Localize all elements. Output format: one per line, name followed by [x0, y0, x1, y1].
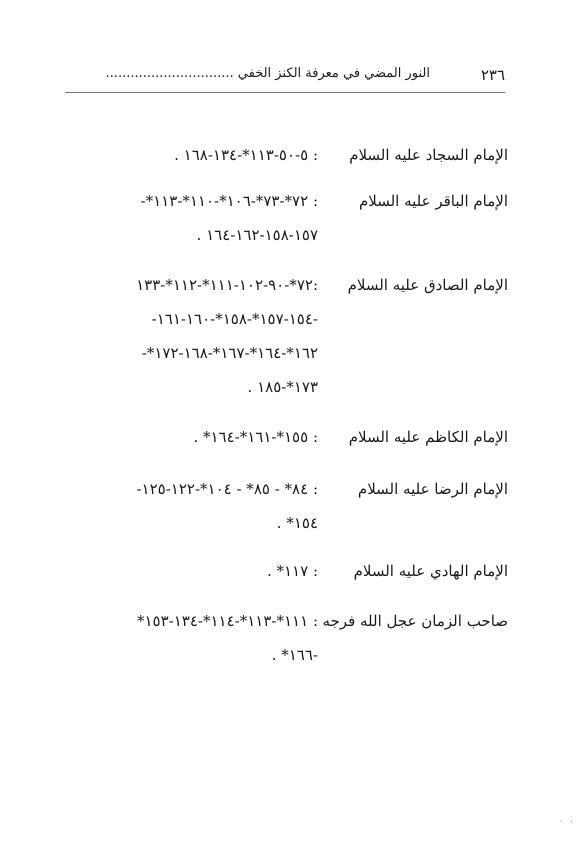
corner-mark: · ·: [559, 817, 575, 828]
entry-values: : ٧٢*-٧٣*-١٠٦*-١١٠*-١١٣*-: [140, 192, 318, 210]
page-header: [65, 66, 505, 88]
entry-sahib-al-zaman: [70, 604, 508, 672]
entry-label: الإمام الباقر عليه السلام: [358, 192, 508, 210]
entry-values: : ١٥٥*-١٦١*-١٦٤* .: [193, 428, 318, 446]
entry-values-continued: ١٧٣*-١٨٥ .: [247, 378, 318, 396]
entry-values: : ٨٤* - ٨٥* - ١٠٤*-١٢٢-١٢٥-: [136, 480, 318, 498]
entry-values: : ١١٧* .: [266, 562, 318, 580]
entry-values-continued: ١٦٢*-١٦٤*-١٦٧*-١٦٨-١٧٢*-: [141, 344, 318, 362]
entry-values: : ٥-٥٠-١١٣*-١٣٤-١٦٨ .: [174, 146, 318, 164]
entry-label: الإمام الرضا عليه السلام: [357, 480, 508, 498]
header-rule: [65, 92, 505, 93]
entry-label: الإمام الهادي عليه السلام: [353, 562, 508, 580]
entry-imam-rida: [70, 472, 508, 540]
entry-label: صاحب الزمان عجل الله فرجه: [322, 612, 508, 630]
running-title: النور المضي في معرفة الكنز الخفي ...............................: [105, 66, 430, 81]
entry-values: :٧٢*-٩٠-١٠٢-١١١*-١١٢*-١٣٣: [136, 276, 318, 294]
entry-imam-sadiq: [70, 268, 508, 404]
entry-label: الإمام الصادق عليه السلام: [347, 276, 508, 294]
entry-imam-kazim: [70, 420, 508, 454]
entry-values-continued: -١٥٤-١٥٧*-١٥٨*-١٦٠-١٦١-: [151, 310, 318, 328]
entry-imam-sajjad: [70, 138, 508, 172]
entry-values-continued: -١٦٦* .: [271, 646, 318, 664]
entry-values-continued: ١٥٧-١٥٨-١٦٢-١٦٤ .: [196, 226, 318, 244]
entry-label: الإمام السجاد عليه السلام: [349, 146, 508, 164]
entry-label: الإمام الكاظم عليه السلام: [348, 428, 508, 446]
entry-imam-hadi: [70, 554, 508, 588]
entry-imam-baqir: [70, 184, 508, 252]
entry-values-continued: ١٥٤* .: [276, 514, 318, 532]
page-number: ٢٣٦: [480, 66, 505, 84]
entry-values: : ١١١*-١١٣*-١١٤*-١٣٤-١٥٣*: [137, 612, 318, 630]
